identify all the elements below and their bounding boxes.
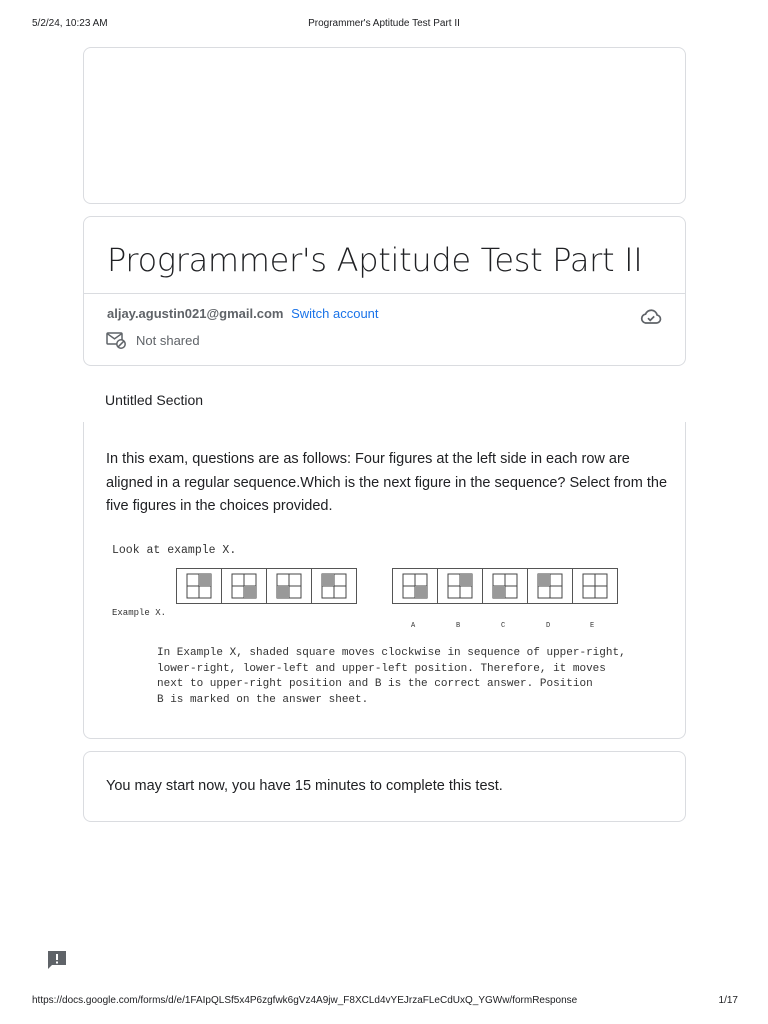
- example-row-label: Example X.: [112, 608, 167, 618]
- print-page-number: 1/17: [718, 995, 738, 1006]
- example-image: [110, 544, 665, 714]
- choice-label-e: E: [590, 622, 595, 630]
- header-banner-card: [83, 47, 686, 204]
- sequence-figures: [176, 568, 357, 604]
- choice-label-d: D: [546, 622, 551, 630]
- choice-figures: [392, 568, 618, 604]
- print-header: [0, 18, 768, 32]
- section-description-card: [83, 422, 686, 739]
- switch-account-link[interactable]: Switch account: [291, 306, 379, 321]
- start-message-card: [83, 751, 686, 822]
- start-message: You may start now, you have 15 minutes to complete this test.: [106, 778, 503, 794]
- choice-figure: [438, 569, 483, 603]
- sequence-figure: [312, 569, 356, 603]
- sequence-figure: [222, 569, 267, 603]
- choice-figure: [528, 569, 573, 603]
- title-divider: [84, 293, 685, 294]
- sequence-figure: [177, 569, 222, 603]
- choice-figure: [573, 569, 617, 603]
- print-url: https://docs.google.com/forms/d/e/1FAIpQLSf5x4P6zgfwk6gVz4A9jw_F8XCLd4vYEJrzaFLeCdUxQ_YGWw/formResponse: [32, 995, 578, 1006]
- not-shared-label: Not shared: [136, 332, 200, 348]
- choice-figure: [393, 569, 438, 603]
- choice-figure: [483, 569, 528, 603]
- sequence-figure: [267, 569, 312, 603]
- account-email: aljay.agustin021@gmail.com: [107, 306, 284, 321]
- example-explanation: In Example X, shaded square moves clockwise in sequence of upper-right, lower-right, lower-left and upper-left position. Therefore, it moves next to upper-right position and B is the correct answer. Position B is marked on the answer sheet.: [157, 647, 626, 706]
- form-title-card: [83, 216, 686, 366]
- account-row: [107, 306, 379, 321]
- cloud-check-icon: [639, 305, 663, 329]
- section-description: In this exam, questions are as follows: Four figures at the left side in each row are aligned in a regular sequence.Which is the next figure in the sequence? Select from the five figures in the choices provided.: [106, 451, 668, 514]
- example-heading: Look at example X.: [112, 544, 237, 557]
- choice-label-c: C: [501, 622, 506, 630]
- sharing-status: [106, 331, 200, 349]
- print-datetime: 5/2/24, 10:23 AM: [32, 18, 108, 29]
- section-title: Untitled Section: [105, 392, 204, 408]
- choice-label-a: A: [411, 622, 416, 630]
- form-title: Programmer's Aptitude Test Part II: [107, 241, 643, 279]
- mail-not-shared-icon: [106, 331, 126, 349]
- print-title: Programmer's Aptitude Test Part II: [308, 18, 460, 29]
- choice-label-b: B: [456, 622, 461, 630]
- report-problem-icon[interactable]: [46, 949, 68, 971]
